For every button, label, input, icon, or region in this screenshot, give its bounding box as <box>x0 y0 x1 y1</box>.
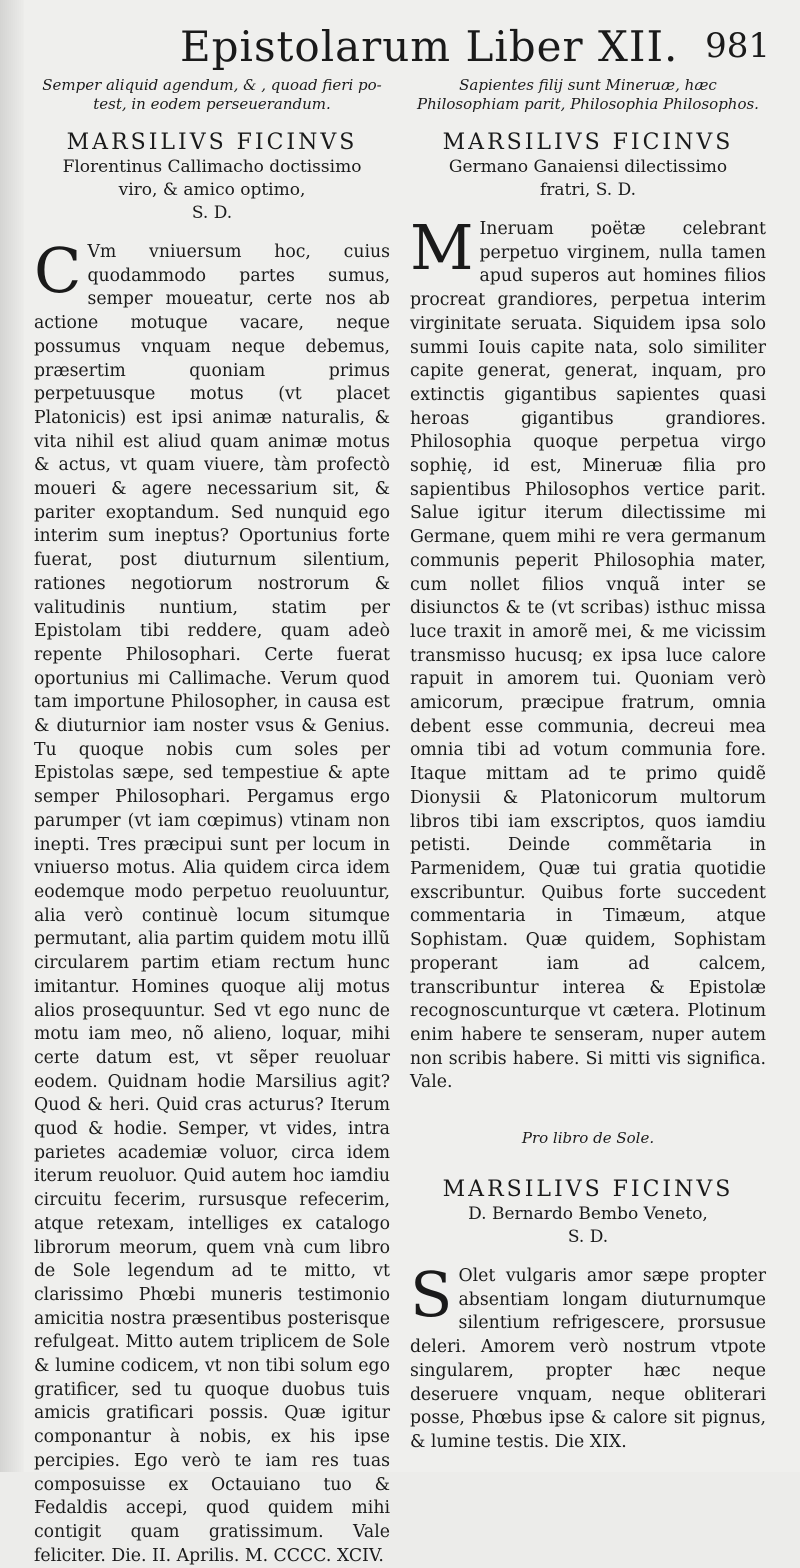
letter1-salutation: S. D. <box>191 203 233 223</box>
left-motto: Semper aliquid agendum, & , quoad fieri po-test, in eodem perseuerandum. <box>42 76 382 113</box>
letter1-recipient-2: viro, & amico optimo, <box>118 180 306 200</box>
running-title: Epistolarum Liber XII. <box>180 22 679 71</box>
left-column <box>34 76 390 1568</box>
letter1-author: MARSILIVS FICINVS <box>66 130 358 155</box>
letter3-recipient: D. Bernardo Bembo Veneto, <box>468 1204 708 1225</box>
letter3-text: Olet vulgaris amor sæpe propter absentiam longam diuturnumque silentium refrigescere, prorsusue deleri. Amorem verò nostrum vtpote singularem, propter hæc neque deseruere vnquam, neque obliterari posse, Phœbus ipse & calore sit pignus, & lumine testis. Die XIX. <box>410 1266 766 1452</box>
letter2-recipient: Germano Ganaiensi dilectissimo <box>448 157 728 177</box>
page-number: 981 <box>705 26 770 66</box>
letter3-dropcap: S <box>410 1258 453 1332</box>
letter3-author: MARSILIVS FICINVS <box>442 1177 734 1203</box>
letter2-author: MARSILIVS FICINVS <box>442 130 734 155</box>
letter2-text: Ineruam poëtæ celebrant perpetuo virginem, nulla tamen apud superos aut homines filios procreat grandiores, perpetua interim virginitate seruata. Siquidem ipsa solo summi Iouis capite nata, solo similiter capite generat, generat, inquam, pro extinctis gigantibus sapientes quasi heroas gigantibus grandiores. Philosophia quoque perpetua virgo sophię, id est, Mineruæ filia pro sapientibus Philosophos vertice parit. Salue igitur iterum dilectissime mi Germane, quem mihi re vera germanum communis peperit Philosophia mater, cum nollet filios vnquã inter se disiunctos & te (vt scribas) isthuc missa luce traxit in amorẽ mei, & me vicissim transmisso hucusq; ex ipsa luce calore rapuit in amorem tui. Quoniam verò amicorum, præcipue fratrum, omnia debent esse communia, decreui mea omnia tibi ad votum communia fore. Itaque mittam ad te primo quidẽ Dionysii & Platonicorum multorum libros tibi iam exscriptos, quos iamdiu petisti. Deinde commẽtaria in Parmenidem, Quæ tui gratia quotidie exscribuntur. Quibus forte succedent commentaria in Timæum, atque Sophistam. Quæ quidem, Sophistam properant iam ad calcem, transcribuntur interea & Epistolæ recognoscunturque vt cætera. Plotinum enim habere te senseram, nuper autem non scribis habere. Si mitti vis significa. Vale. <box>410 219 766 1093</box>
letter3-address <box>410 1177 766 1249</box>
letter2-address <box>410 130 766 202</box>
letter1-dropcap: C <box>34 234 82 307</box>
letter1-recipient: Florentinus Callimacho doctissimo <box>62 157 362 177</box>
letter2-recipient-2: fratri, S. D. <box>539 180 637 200</box>
letter3-body <box>410 1258 766 1455</box>
letter2-body <box>410 211 766 1095</box>
right-motto: Sapientes filij sunt Mineruæ, hæc Philosophiam parit, Philosophia Philosophos. <box>417 76 759 113</box>
letter1-body <box>34 234 390 1568</box>
section-caption: Pro libro de Sole. <box>521 1129 655 1148</box>
letter1-text: Vm vniuersum hoc, cuius quodammodo partes sumus, semper moueatur, certe nos ab actione motuque vacare, neque possumus vnquam neque debemus, præsertim quoniam primus perpetuusque motus (vt placet Platonicis) est ipsi animæ naturalis, & vita nihil est aliud quam animæ motus & actus, vt quam viuere, tàm profectò moueri & agere necessarium sit, & pariter exoptandum. Sed nunquid ego interim sum ineptus? Oportunius forte fuerat, post diuturnum silentium, rationes negotiorum nostrorum & valitudinis nuntium, statim per Epistolam tibi reddere, quam adeò repente Philosophari. Certe fuerat oportunius mi Callimache. Verum quod tam importune Philosopher, in causa est & diuturnior iam noster vsus & Genius. Tu quoque nobis cum soles per Epistolas sæpe, sed tempestiue & apte semper Philosophari. Pergamus ergo parumper (vt iam cœpimus) vtinam non inepti. Tres præcipui sunt per locum in vniuerso motus. Alia quidem circa idem eodemque modo perpetuo reuoluuntur, alia verò continuè locum situmque permutant, alia partim quidem motu illũ circularem partim etiam rectum hunc imitantur. Homines quoque alij motus alios prosequuntur. Sed vt ego nunc de motu iam meo, nõ alieno, loquar, mihi certe datum est, vt sẽper reuoluar eodem. Quidnam hodie Marsilius agit? Quod & heri. Quid cras acturus? Iterum quod & hodie. Semper, vt vides, intra parietes academiæ voluor, circa idem iterum reuoluor. Quid autem hoc iamdiu circuitu fecerim, rursusque refecerim, atque retexam, intelliges ex catalogo librorum meorum, quem vnà cum libro de Sole legendum ad te mitto, vt clarissimo Phœbi muneris testimonio amicitia nostra præsentibus posterisque refulgeat. Mitto autem triplicem de Sole & lumine codicem, vt non tibi solum ego gratificer, sed tu quoque duobus tuis amicis gratificari possis. Quæ igitur componantur à nobis, ex his ipse percipies. Ego verò te iam res tuas composuisse ex Octauiano tuo & Fedaldis accepi, quod quidem mihi contigit quam gratissimum. Vale feliciter. Die. II. Aprilis. M. CCCC. XCIV. <box>34 242 390 1566</box>
running-header <box>0 16 800 76</box>
page-edge-shadow <box>0 0 24 1472</box>
right-column <box>410 76 766 1455</box>
letter1-address <box>34 130 390 225</box>
letter3-salutation: S. D. <box>567 1227 609 1248</box>
letter2-dropcap: M <box>410 211 474 284</box>
